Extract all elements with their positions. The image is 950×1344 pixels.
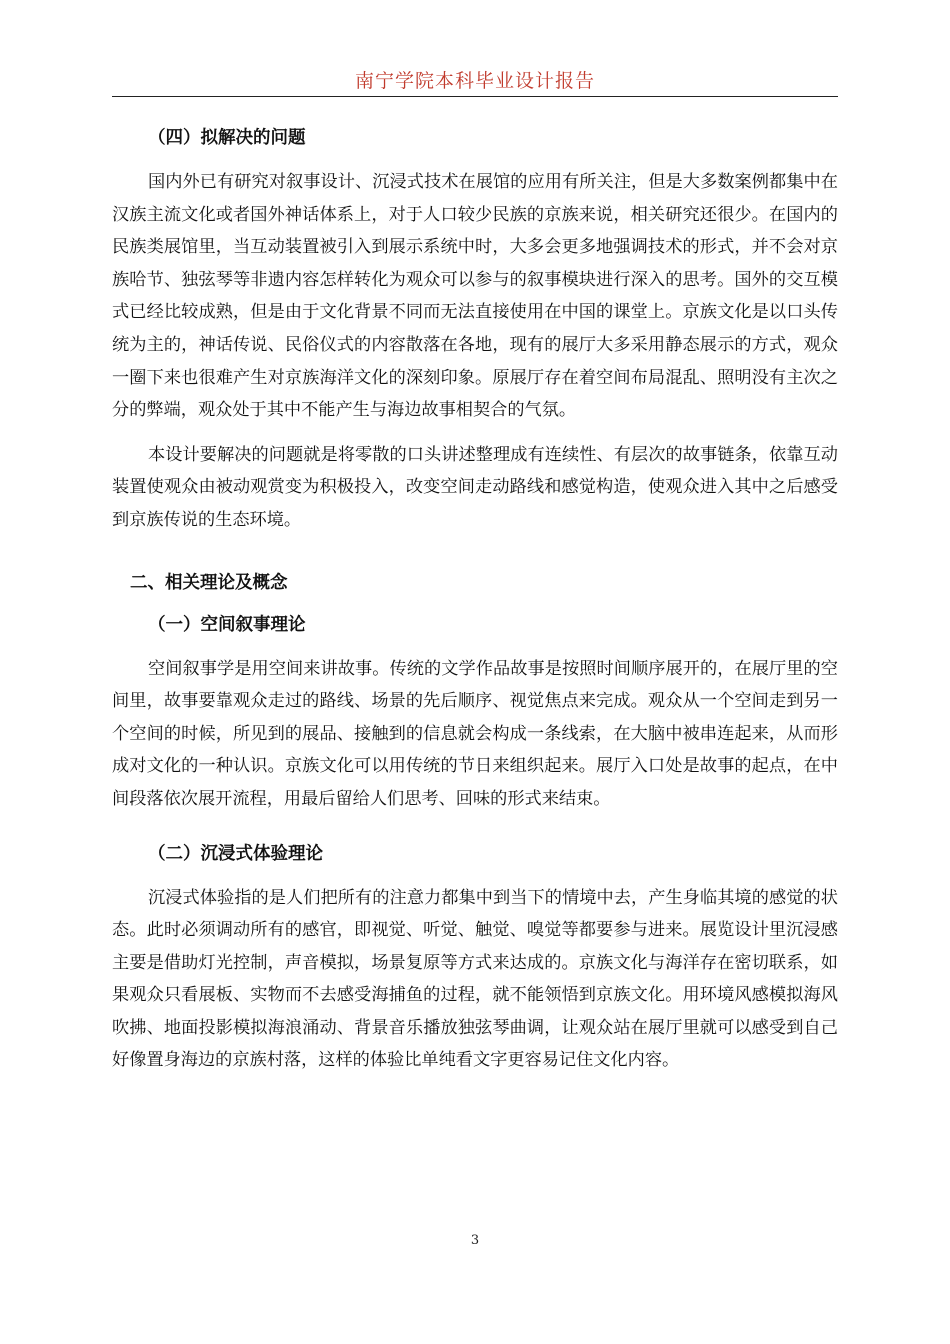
paragraph: 空间叙事学是用空间来讲故事。传统的文学作品故事是按照时间顺序展开的，在展厅里的空间里，故事要靠观众走过的路线、场景的先后顺序、视觉焦点来完成。观众从一个空间走到另一个空间的时候，所见到的展品、接触到的信息就会构成一条线索，在大脑中被串连起来，从而形成对文化的一种认识。京族文化可以用传统的节日来组织起来。展厅入口处是故事的起点，在中间段落依次展开流程，用最后留给人们思考、回味的形式来结束。: [112, 658, 838, 809]
paragraph: 国内外已有研究对叙事设计、沉浸式技术在展馆的应用有所关注，但是大多数案例都集中在汉族主流文化或者国外神话体系上，对于人口较少民族的京族来说，相关研究还很少。在国内的民族类展馆里，当互动装置被引入到展示系统中时，大多会更多地强调技术的形式，并不会对京族哈节、独弦琴等非遗内容怎样转化为观众可以参与的叙事模块进行深入的思考。国外的交互模式已经比较成熟，但是由于文化背景不同而无法直接使用在中国的课堂上。京族文化是以口头传统为主的，神话传说、民俗仪式的内容散落在各地，现有的展厅大多采用静态展示的方式，观众一圈下来也很难产生对京族海洋文化的深刻印象。原展厅存在着空间布局混乱、照明没有主次之分的弊端，观众处于其中不能产生与海边故事相契合的气氛。: [112, 172, 838, 421]
paragraph-gap: [112, 816, 838, 828]
section-heading-2: （二）沉浸式体验理论: [148, 843, 323, 864]
chapter-heading-2: 二、相关理论及概念: [130, 572, 288, 593]
section-heading-4: （四）拟解决的问题: [148, 128, 306, 148]
page-content: [112, 112, 838, 1077]
header-divider: [112, 96, 838, 97]
paragraph: 本设计要解决的问题就是将零散的口头讲述整理成有连续性、有层次的故事链条，依靠互动装置使观众由被动观赏变为积极投入，改变空间走动路线和感觉构造，使观众进入其中之后感受到京族传说的生态环境。: [112, 444, 838, 530]
paragraph: 沉浸式体验指的是人们把所有的注意力都集中到当下的情境中去，产生身临其境的感觉的状态。此时必须调动所有的感官，即视觉、听觉、触觉、嗅觉等都要参与进来。展览设计里沉浸感主要是借助灯光控制，声音模拟，场景复原等方式来达成的。京族文化与海洋存在密切联系，如果观众只看展板、实物而不去感受海捕鱼的过程，就不能领悟到京族文化。用环境风感模拟海风吹拂、地面投影模拟海浪涌动、背景音乐播放独弦琴曲调，让观众站在展厅里就可以感受到自己好像置身海边的京族村落，这样的体验比单纯看文字更容易记住文化内容。: [112, 887, 838, 1071]
section-heading-1: （一）空间叙事理论: [148, 614, 306, 635]
paragraph-gap: [112, 427, 838, 439]
page-header-title: 南宁学院本科毕业设计报告: [354, 70, 595, 92]
section-gap: [112, 537, 838, 567]
page-number: 3: [470, 1233, 480, 1248]
